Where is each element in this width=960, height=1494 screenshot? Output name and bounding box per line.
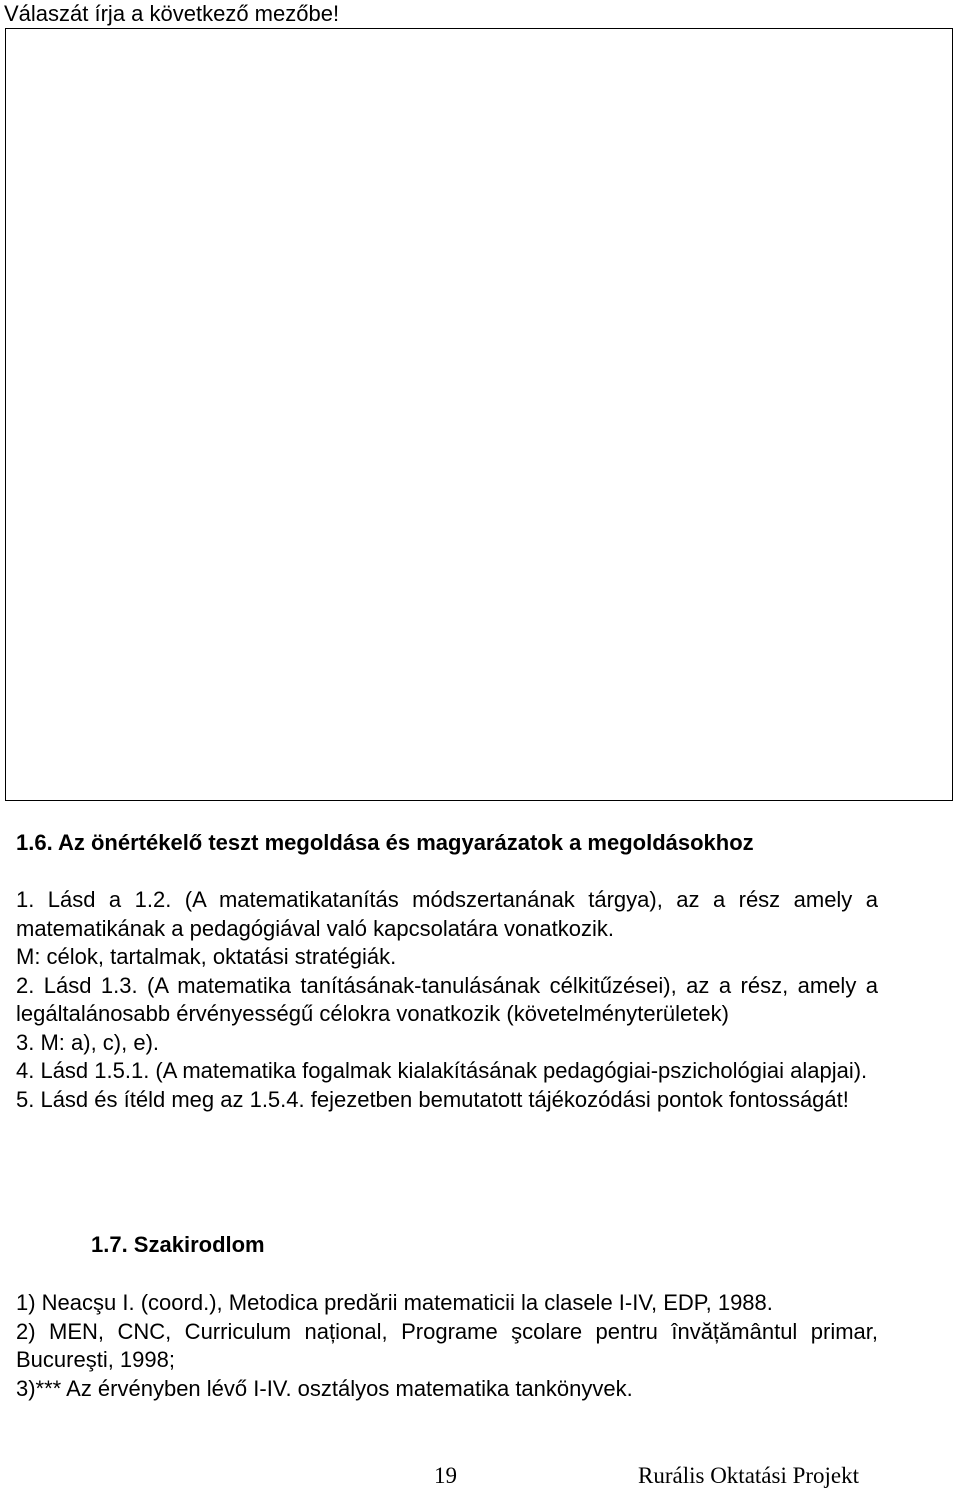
reference-item: 3)*** Az érvényben lévő I-IV. osztályos matematika tankönyvek. xyxy=(16,1375,633,1401)
reference-item: 1) Neacşu I. (coord.), Metodica predării matematicii la clasele I-IV, EDP, 1988. xyxy=(16,1290,773,1315)
solution-item: M: célok, tartalmak, oktatási stratégiák. xyxy=(16,944,397,969)
solution-item: 4. Lásd 1.5.1. (A matematika fogalmak kialakításának pedagógiai-pszichológiai alapjai). xyxy=(16,1058,868,1083)
solution-item: 5. Lásd és ítéld meg az 1.5.4. fejezetben bemutatott tájékozódási pontok fontosságát! xyxy=(16,1086,849,1112)
solution-item: 3. M: a), c), e). xyxy=(16,1029,160,1055)
footer-project-name: Rurális Oktatási Projekt xyxy=(638,1463,860,1488)
answer-prompt: Válaszát írja a következő mezőbe! xyxy=(4,1,340,26)
solution-item: 1. Lásd a 1.2. (A matematikatanítás módszertanának tárgya), az a rész amely a matematikának a pedagógiával való kapcsolatára vonatkozik. xyxy=(16,887,878,941)
answer-field[interactable] xyxy=(5,28,953,801)
page-number: 19 xyxy=(434,1463,457,1488)
section-heading-solutions: 1.6. Az önértékelő teszt megoldása és magyarázatok a megoldásokhoz xyxy=(16,830,754,855)
solution-item: 2. Lásd 1.3. (A matematika tanításának-tanulásának célkitűzései), az a rész, amely a legáltalánosabb érvényességű célokra vonatkozik (követelményterületek) xyxy=(16,972,878,1026)
reference-item: 2) MEN, CNC, Curriculum național, Programe şcolare pentru învățământul primar, Bucureşti, 1998; xyxy=(16,1318,878,1372)
section-heading-references: 1.7. Szakirodlom xyxy=(91,1232,265,1257)
references-list xyxy=(16,1289,878,1403)
solutions-list xyxy=(16,886,878,1114)
